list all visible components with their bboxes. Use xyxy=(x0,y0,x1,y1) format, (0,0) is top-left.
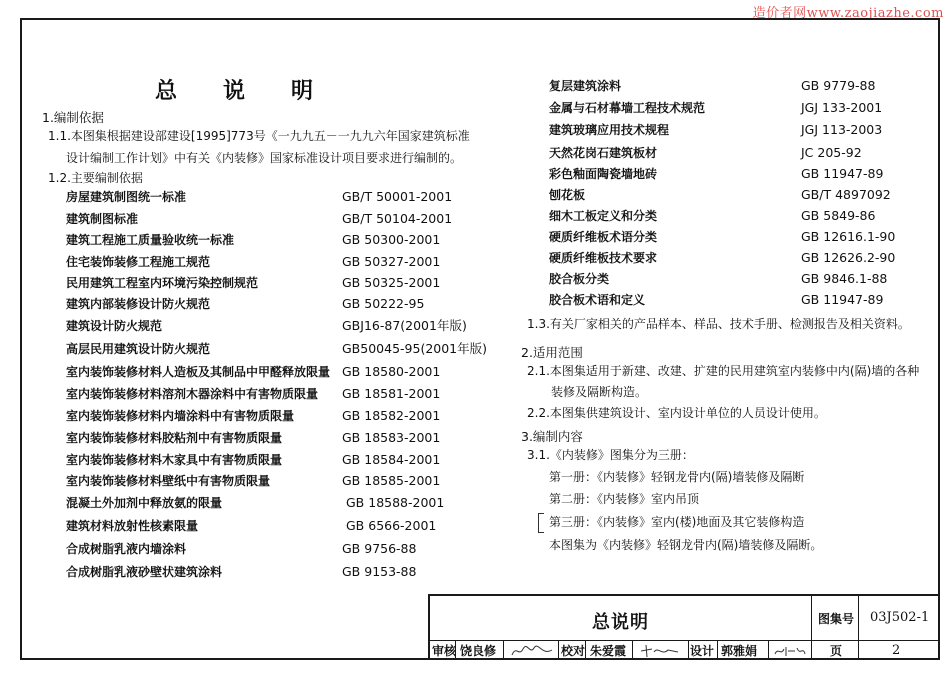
standard-code: GB 50327-2001 xyxy=(342,254,441,269)
para-1-3: 1.3.有关厂家相关的产品样本、样品、技术手册、检测报告及相关资料。 xyxy=(527,317,910,331)
page-title xyxy=(155,74,359,105)
page-number: 2 xyxy=(892,643,901,658)
section-1-heading: 1.编制依据 xyxy=(42,110,104,125)
volume-3: 第三册：《内装修》室内(楼)地面及其它装修构造 xyxy=(549,515,805,529)
standard-code: GB 18580-2001 xyxy=(342,364,441,379)
standard-code: GB 50325-2001 xyxy=(342,275,441,290)
standard-code: GB 6566-2001 xyxy=(346,518,437,533)
standard-name: 混凝土外加剂中释放氨的限量 xyxy=(66,496,223,510)
divider xyxy=(688,640,689,660)
standard-code: GB/T 50001-2001 xyxy=(342,189,453,204)
title-block-title: 总说明 xyxy=(592,612,649,633)
standard-name: 硬质纤维板术语分类 xyxy=(549,230,658,244)
section-3-heading: 3.编制内容 xyxy=(521,429,583,444)
standard-code: GB 18588-2001 xyxy=(346,495,445,510)
standard-code: GB 50222-95 xyxy=(342,296,425,311)
section-2-heading: 2.适用范围 xyxy=(521,345,583,360)
bracket-mark xyxy=(538,513,544,533)
title-block xyxy=(428,594,940,660)
standard-name: 建筑内部装修设计防火规范 xyxy=(66,297,211,311)
standard-name: 胶合板分类 xyxy=(549,272,610,286)
standard-name: 彩色釉面陶瓷墙地砖 xyxy=(549,167,658,181)
design-label: 设计 xyxy=(690,644,715,658)
reviewer-name: 饶良修 xyxy=(460,644,497,658)
para-2-1-a: 2.1.本图集适用于新建、改建、扩建的民用建筑室内装修中内(隔)墙的各种 xyxy=(527,364,920,378)
check-label: 校对 xyxy=(561,644,586,658)
standard-code: GB 18582-2001 xyxy=(342,408,441,423)
divider xyxy=(585,640,586,660)
standard-name: 室内装饰装修材料胶粘剂中有害物质限量 xyxy=(66,431,283,445)
standard-name: 民用建筑工程室内环境污染控制规范 xyxy=(66,276,259,290)
watermark: 造价者网www.zaojiazhe.com xyxy=(752,6,944,21)
atlas-number: 03J502-1 xyxy=(870,610,930,625)
title-block-divider xyxy=(430,640,940,641)
standard-name: 室内装饰装修材料溶剂木器涂料中有害物质限量 xyxy=(66,387,319,401)
standard-code: GBJ16-87(2001年版) xyxy=(342,318,467,333)
standard-name: 建筑材料放射性核素限量 xyxy=(66,519,199,533)
divider xyxy=(717,640,718,660)
divider xyxy=(811,596,812,660)
standard-code: GB/T 50104-2001 xyxy=(342,211,453,226)
standard-name: 房屋建筑制图统一标准 xyxy=(66,190,187,204)
title-char-3: 明 xyxy=(291,79,316,104)
standard-code: GB50045-95(2001年版) xyxy=(342,341,488,356)
standard-name: 硬质纤维板技术要求 xyxy=(549,251,658,265)
standard-name: 住宅装饰装修工程施工规范 xyxy=(66,255,211,269)
standard-code: GB 18585-2001 xyxy=(342,473,441,488)
divider xyxy=(858,596,859,660)
title-char-1: 总 xyxy=(155,79,180,104)
volume-2: 第二册：《内装修》室内吊顶 xyxy=(549,492,700,506)
standard-name: 刨花板 xyxy=(549,188,586,202)
standard-code: GB 12616.1-90 xyxy=(801,229,896,244)
divider xyxy=(558,640,559,660)
standard-name: 合成树脂乳液内墙涂料 xyxy=(66,542,187,556)
standard-name: 室内装饰装修材料人造板及其制品中甲醛释放限量 xyxy=(66,365,331,379)
page-label: 页 xyxy=(830,644,843,658)
standard-code: GB 18584-2001 xyxy=(342,452,441,467)
atlas-label: 图集号 xyxy=(818,612,855,626)
standard-name: 室内装饰装修材料壁纸中有害物质限量 xyxy=(66,474,271,488)
divider xyxy=(632,640,633,660)
standard-name: 建筑设计防火规范 xyxy=(66,319,163,333)
standard-code: GB 5849-86 xyxy=(801,208,876,223)
standard-code: JC 205-92 xyxy=(801,145,862,160)
checker-name: 朱爱霞 xyxy=(590,644,627,658)
checker-signature xyxy=(638,643,682,662)
standard-code: GB 12626.2-90 xyxy=(801,250,896,265)
standard-code: GB 9779-88 xyxy=(801,78,876,93)
standard-name: 建筑工程施工质量验收统一标准 xyxy=(66,233,235,247)
standard-code: GB 18581-2001 xyxy=(342,386,441,401)
para-1-2: 1.2.主要编制依据 xyxy=(48,171,143,185)
para-3-1: 3.1.《内装修》图集分为三册： xyxy=(527,448,694,462)
standard-code: JGJ 113-2003 xyxy=(801,122,883,137)
volume-note: 本图集为《内装修》轻钢龙骨内(隔)墙装修及隔断。 xyxy=(549,538,823,552)
standard-code: GB 9846.1-88 xyxy=(801,271,888,286)
para-1-1-b: 设计编制工作计划》中有关《内装修》国家标准设计项目要求进行编制的。 xyxy=(66,151,463,165)
para-1-1-a: 1.1.本图集根据建设部建设[1995]773号《一九九五－一九九六年国家建筑标准 xyxy=(48,129,470,143)
standard-name: 胶合板术语和定义 xyxy=(549,293,646,307)
designer-signature xyxy=(773,644,807,661)
standard-name: 高层民用建筑设计防火规范 xyxy=(66,342,211,356)
volume-1: 第一册：《内装修》轻钢龙骨内(隔)墙装修及隔断 xyxy=(549,470,805,484)
para-2-2: 2.2.本图集供建筑设计、室内设计单位的人员设计使用。 xyxy=(527,406,826,420)
standard-code: GB 18583-2001 xyxy=(342,430,441,445)
standard-name: 天然花岗石建筑板材 xyxy=(549,146,658,160)
standard-name: 建筑制图标准 xyxy=(66,212,139,226)
standard-code: GB 9153-88 xyxy=(342,564,417,579)
designer-name: 郭雅娟 xyxy=(721,644,758,658)
standard-code: GB 50300-2001 xyxy=(342,232,441,247)
standard-code: GB 11947-89 xyxy=(801,292,884,307)
standard-name: 合成树脂乳液砂壁状建筑涂料 xyxy=(66,565,223,579)
divider xyxy=(503,640,504,660)
standard-code: GB/T 4897092 xyxy=(801,187,891,202)
standard-name: 室内装饰装修材料木家具中有害物质限量 xyxy=(66,453,283,467)
title-char-2: 说 xyxy=(223,79,248,104)
divider xyxy=(768,640,769,660)
standard-code: GB 11947-89 xyxy=(801,166,884,181)
review-label: 审核 xyxy=(432,644,457,658)
standard-code: GB 9756-88 xyxy=(342,541,417,556)
standard-name: 室内装饰装修材料内墙涂料中有害物质限量 xyxy=(66,409,295,423)
standard-code: JGJ 133-2001 xyxy=(801,100,883,115)
standard-name: 细木工板定义和分类 xyxy=(549,209,658,223)
standard-name: 复层建筑涂料 xyxy=(549,79,622,93)
standard-name: 金属与石材幕墙工程技术规范 xyxy=(549,101,706,115)
standard-name: 建筑玻璃应用技术规程 xyxy=(549,123,670,137)
reviewer-signature xyxy=(510,643,554,662)
para-2-1-b: 装修及隔断构造。 xyxy=(551,385,648,399)
